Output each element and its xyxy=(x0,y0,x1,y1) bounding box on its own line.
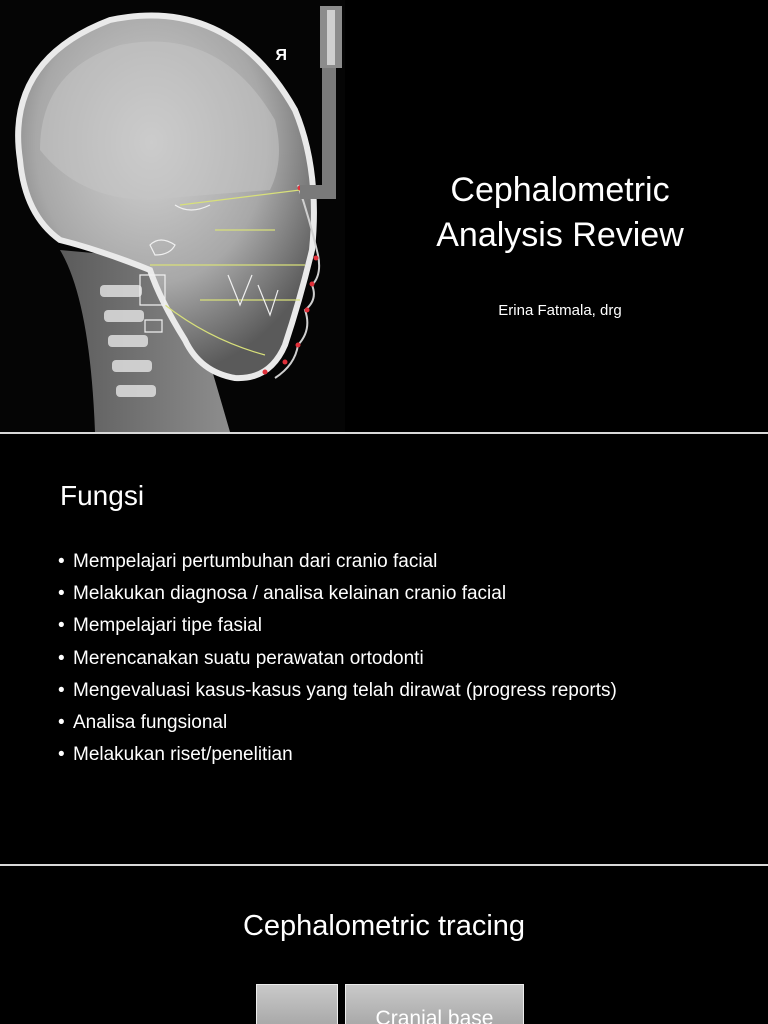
title-slide xyxy=(0,0,768,432)
diagram-box xyxy=(256,984,338,1024)
slide-heading: Fungsi xyxy=(60,480,145,511)
title-line-2: Analysis Review xyxy=(436,216,684,254)
bullet-item: • Melakukan diagnosa / analisa kelainan cranio facial xyxy=(58,578,617,610)
fungsi-slide xyxy=(0,434,768,864)
bullet-item: • Mempelajari tipe fasial xyxy=(58,610,617,642)
bullet-item: • Melakukan riset/penelitian xyxy=(58,739,617,771)
xray-orientation-marker: R xyxy=(275,47,287,64)
author-name: Erina Fatmala, drg xyxy=(498,302,622,319)
bullet-item: • Analisa fungsional xyxy=(58,707,617,739)
bullet-list xyxy=(58,546,617,771)
cephalometric-xray-image xyxy=(0,0,345,432)
slide-title xyxy=(390,168,730,258)
cranial-base-box: Cranial base xyxy=(345,984,524,1024)
tracing-slide xyxy=(0,866,768,1024)
bullet-item: • Merencanakan suatu perawatan ortodonti xyxy=(58,643,617,675)
slide-heading: Cephalometric tracing xyxy=(242,910,526,942)
bullet-item: • Mengevaluasi kasus-kasus yang telah dirawat (progress reports) xyxy=(58,675,617,707)
bullet-item: • Mempelajari pertumbuhan dari cranio facial xyxy=(58,546,617,578)
title-line-1: Cephalometric xyxy=(450,171,670,209)
